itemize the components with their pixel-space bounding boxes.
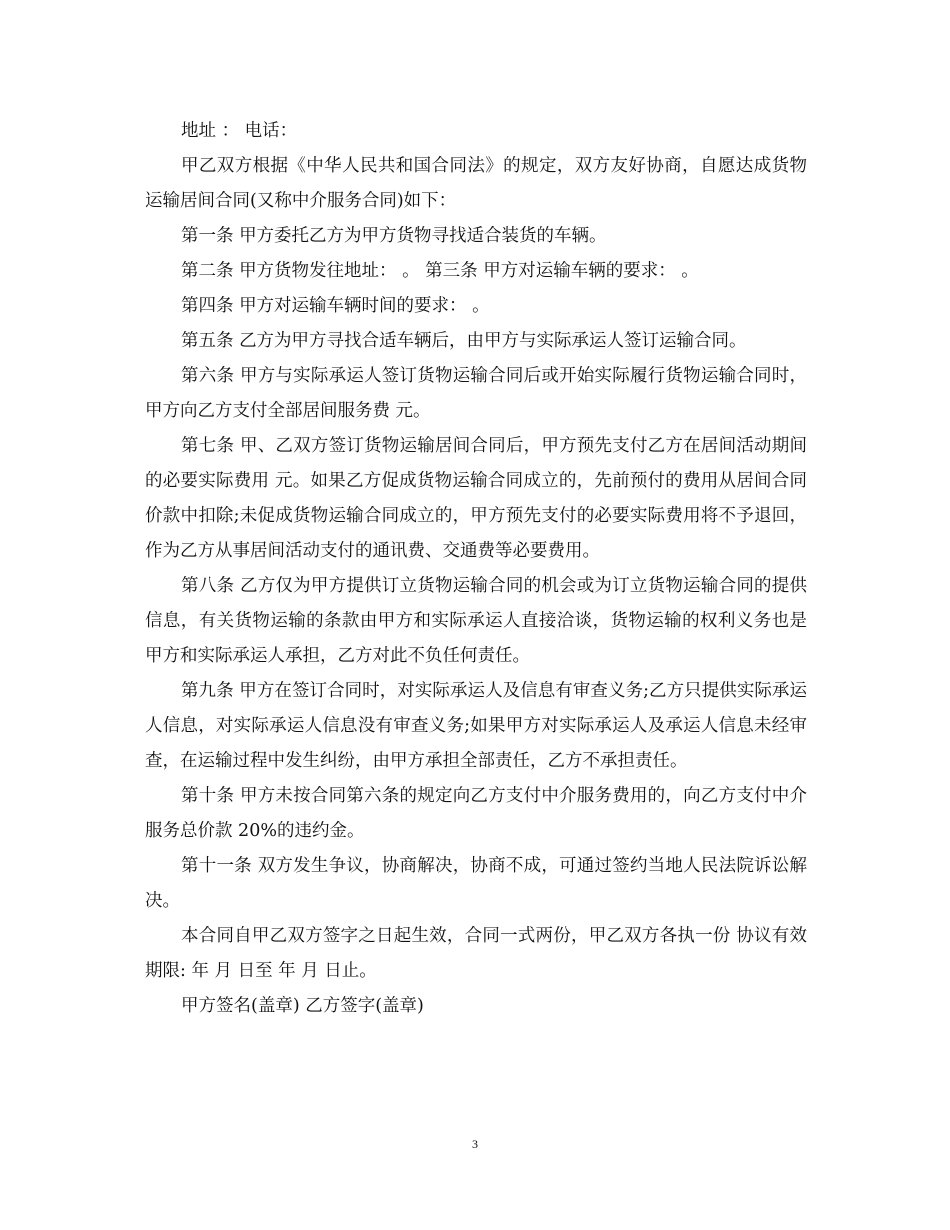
article-10: 第十条 甲方未按合同第六条的规定向乙方支付中介服务费用的，向乙方支付中介服务总价款 20%的违约金。 (145, 786, 807, 841)
article-11: 第十一条 双方发生争议，协商解决，协商不成，可通过签约当地人民法院诉讼解决。 (145, 856, 807, 911)
article-4: 第四条 甲方对运输车辆时间的要求： 。 (181, 296, 490, 316)
document-body (145, 114, 807, 1024)
preamble-paragraph: 甲乙双方根据《中华人民共和国合同法》的规定，双方友好协商，自愿达成货物运输居间合同(又称中介服务合同)如下： (145, 156, 807, 211)
article-1: 第一条 甲方委托乙方为甲方货物寻找适合装货的车辆。 (181, 226, 607, 246)
article-5: 第五条 乙方为甲方寻找合适车辆后，由甲方与实际承运人签订运输合同。 (181, 331, 747, 351)
article-7: 第七条 甲、乙双方签订货物运输居间合同后，甲方预先支付乙方在居间活动期间的必要实际费用 元。如果乙方促成货物运输合同成立的，先前预付的费用从居间合同价款中扣除;未促成货物运输合同成立的，甲方预先支付的必要实际费用将不予退回，作为乙方从事居间活动支付的通讯费、交通费等必要费用。 (145, 436, 807, 561)
article-9: 第九条 甲方在签订合同时，对实际承运人及信息有审查义务;乙方只提供实际承运人信息，对实际承运人信息没有审查义务;如果甲方对实际承运人及承运人信息未经审查，在运输过程中发生纠纷，由甲方承担全部责任，乙方不承担责任。 (145, 681, 807, 771)
article-8: 第八条 乙方仅为甲方提供订立货物运输合同的机会或为订立货物运输合同的提供信息，有关货物运输的条款由甲方和实际承运人直接洽谈，货物运输的权利义务也是甲方和实际承运人承担，乙方对此不负任何责任。 (145, 576, 807, 666)
page-number: 3 (472, 1137, 478, 1151)
article-6: 第六条 甲方与实际承运人签订货物运输合同后或开始实际履行货物运输合同时，甲方向乙方支付全部居间服务费 元。 (145, 366, 807, 421)
address-phone-line: 地址 ： 电话： (181, 121, 298, 141)
effective-clause: 本合同自甲乙双方签字之日起生效，合同一式两份，甲乙双方各执一份 协议有效期限: 年 月 日至 年 月 日止。 (145, 926, 807, 981)
signature-line: 甲方签名(盖章) 乙方签字(盖章) (181, 996, 424, 1016)
article-2-3: 第二条 甲方货物发往地址： 。 第三条 甲方对运输车辆的要求： 。 (181, 261, 699, 281)
